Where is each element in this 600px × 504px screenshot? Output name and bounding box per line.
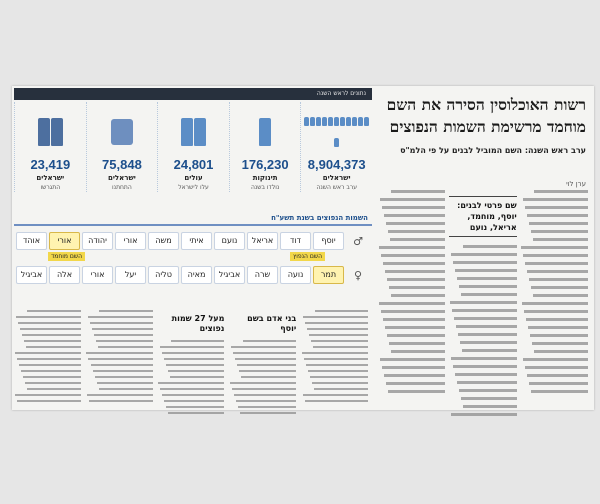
text-line	[240, 412, 296, 414]
name-chip: אורי	[82, 266, 113, 284]
text-line	[391, 350, 445, 353]
text-line	[527, 214, 588, 217]
text-line	[383, 318, 445, 321]
name-chip: יעל	[115, 266, 146, 284]
text-line	[93, 370, 153, 372]
text-line	[171, 340, 224, 342]
text-line	[388, 230, 445, 233]
stat-number: 8,904,373	[307, 157, 366, 172]
stat-caption: נולדו בשנה	[250, 184, 280, 191]
text-column	[378, 190, 445, 406]
name-chip: אריאל	[247, 232, 278, 250]
boys-names-row	[14, 230, 372, 252]
text-line	[384, 214, 445, 217]
text-line	[379, 246, 446, 249]
text-line	[461, 397, 517, 400]
text-line	[235, 358, 296, 360]
text-line	[386, 222, 445, 225]
text-line	[460, 341, 517, 344]
text-line	[529, 222, 588, 225]
text-line	[18, 322, 81, 324]
stat-number: 23,419	[30, 157, 71, 172]
text-line	[21, 370, 81, 372]
name-chip: שרה	[247, 266, 278, 284]
text-line	[523, 254, 588, 257]
text-line	[310, 376, 368, 378]
text-line	[453, 365, 517, 368]
text-line	[459, 389, 517, 392]
stat-label: ישראלים	[107, 174, 136, 182]
stat-label: ישראלים	[36, 174, 65, 182]
people-icon	[301, 112, 372, 152]
text-line	[160, 346, 225, 348]
text-line	[19, 364, 81, 366]
stat-block	[14, 102, 86, 192]
text-line	[530, 334, 588, 337]
name-chip: אורי	[115, 232, 146, 250]
text-line	[531, 230, 588, 233]
text-line	[92, 328, 153, 330]
text-line	[239, 370, 296, 372]
text-line	[523, 198, 588, 201]
text-line	[168, 370, 225, 372]
article-body	[378, 190, 588, 406]
article-headline: רשות האוכלוסין הסירה את השם מוחמד מרשימת השמות הנפוצים	[386, 95, 586, 136]
baby-icon	[230, 112, 301, 152]
text-line	[453, 261, 516, 264]
text-line	[461, 293, 516, 296]
text-line	[533, 238, 588, 241]
name-chip: נועם	[214, 232, 245, 250]
text-line	[230, 382, 296, 384]
name-chip: מאיה	[181, 266, 212, 284]
text-line	[90, 322, 153, 324]
text-line	[381, 310, 445, 313]
text-line	[383, 262, 446, 265]
text-line	[307, 328, 368, 330]
text-line	[303, 316, 368, 318]
text-line	[380, 358, 445, 361]
text-line	[314, 388, 368, 390]
text-line	[164, 358, 225, 360]
text-line	[312, 382, 368, 384]
text-line	[382, 366, 445, 369]
name-chip: אוהד	[16, 232, 47, 250]
female-symbol-icon: ♀	[353, 268, 363, 282]
text-line	[459, 285, 516, 288]
text-line	[88, 358, 152, 360]
text-line	[243, 340, 296, 342]
text-line	[387, 334, 445, 337]
text-line	[391, 190, 445, 193]
text-line	[525, 366, 588, 369]
name-chip: תמר	[313, 266, 344, 284]
text-line	[237, 364, 296, 366]
text-line	[379, 302, 445, 305]
text-line	[91, 364, 153, 366]
name-chip: איתי	[181, 232, 212, 250]
text-line	[302, 352, 368, 354]
text-line	[463, 245, 517, 248]
text-line	[97, 382, 153, 384]
text-line	[391, 294, 446, 297]
text-line	[99, 310, 152, 312]
stat-caption: ערב ראש השנה	[316, 184, 357, 191]
text-line	[311, 340, 368, 342]
infographic	[14, 86, 372, 306]
text-line	[390, 238, 445, 241]
name-chip: טליה	[148, 266, 179, 284]
text-line	[524, 310, 588, 313]
text-line	[385, 270, 446, 273]
text-line	[158, 382, 224, 384]
article-byline: ערן לוי	[566, 180, 586, 188]
text-column	[158, 310, 225, 408]
name-chip: נועה	[280, 266, 311, 284]
text-line	[451, 253, 516, 256]
sub-headline: מעל 27 שמות נפוצים	[171, 314, 225, 333]
text-line	[382, 206, 445, 209]
text-line	[16, 316, 81, 318]
text-line	[20, 328, 81, 330]
text-line	[529, 382, 588, 385]
text-line	[457, 277, 516, 280]
text-line	[234, 394, 296, 396]
text-line	[387, 278, 446, 281]
text-column	[449, 190, 516, 406]
text-line	[458, 333, 517, 336]
stat-block	[300, 102, 372, 192]
text-line	[241, 376, 296, 378]
text-line	[531, 390, 588, 393]
text-line	[15, 352, 81, 354]
text-line	[166, 364, 225, 366]
name-chip: אביגיל	[214, 266, 245, 284]
pull-quote: שם פרטי לבנים: יוסף, מוחמד, אריאל, נועם	[449, 196, 516, 237]
text-line	[534, 350, 588, 353]
names-section-title: השמות הנפוצים בשנת תשע"ח	[271, 214, 368, 222]
text-line	[457, 381, 517, 384]
text-line	[450, 301, 517, 304]
text-column	[301, 310, 368, 408]
stat-number: 176,230	[241, 157, 289, 172]
text-line	[162, 352, 225, 354]
text-line	[313, 346, 368, 348]
text-line	[24, 340, 81, 342]
text-line	[315, 310, 368, 312]
text-line	[308, 370, 368, 372]
family-icon	[158, 112, 229, 152]
section-divider	[14, 224, 372, 226]
text-line	[22, 334, 81, 336]
text-column	[14, 310, 81, 408]
stat-label: תינוקות	[252, 174, 278, 182]
text-line	[381, 254, 446, 257]
text-line	[233, 352, 296, 354]
name-chip: אלה	[49, 266, 80, 284]
text-line	[388, 390, 445, 393]
text-column	[229, 310, 296, 408]
name-chip: אורי	[49, 232, 80, 250]
text-line	[304, 358, 368, 360]
text-line	[522, 302, 588, 305]
text-line	[160, 388, 224, 390]
text-line	[529, 278, 588, 281]
text-line	[170, 376, 225, 378]
name-chip: משה	[148, 232, 179, 250]
text-line	[463, 405, 517, 408]
text-line	[17, 400, 80, 402]
text-line	[533, 294, 588, 297]
text-line	[99, 388, 153, 390]
text-line	[164, 400, 224, 402]
text-line	[236, 400, 296, 402]
text-column	[521, 190, 588, 406]
stat-label: עולים	[184, 174, 203, 182]
text-line	[17, 358, 81, 360]
stat-number: 75,848	[102, 157, 142, 172]
text-line	[238, 406, 296, 408]
text-line	[384, 374, 445, 377]
text-line	[385, 326, 445, 329]
text-line	[521, 246, 588, 249]
text-line	[98, 346, 153, 348]
text-line	[534, 190, 588, 193]
text-line	[451, 413, 516, 416]
text-line	[25, 382, 81, 384]
text-line	[389, 286, 446, 289]
text-line	[527, 374, 588, 377]
text-line	[523, 358, 588, 361]
text-line	[95, 376, 153, 378]
text-line	[526, 318, 588, 321]
stat-caption: התחתנו	[112, 184, 132, 191]
text-line	[162, 394, 224, 396]
text-line	[527, 270, 588, 273]
highlight-note-girls: השם הנפוץ	[290, 252, 325, 261]
text-line	[456, 325, 517, 328]
text-line	[455, 373, 517, 376]
text-line	[86, 352, 152, 354]
text-line	[525, 262, 588, 265]
text-line	[455, 269, 516, 272]
text-line	[87, 394, 152, 396]
name-chip: יהודה	[82, 232, 113, 250]
stat-number: 24,801	[173, 157, 214, 172]
divorce-icon	[15, 112, 86, 152]
article-column	[374, 86, 594, 410]
text-line	[96, 340, 153, 342]
text-line	[386, 382, 445, 385]
text-line	[305, 322, 368, 324]
text-line	[26, 346, 81, 348]
text-line	[532, 342, 588, 345]
highlight-note-boys: השם מוחמד	[48, 252, 85, 261]
text-line	[531, 286, 588, 289]
text-line	[380, 198, 445, 201]
lower-articles	[12, 310, 370, 408]
text-line	[452, 309, 517, 312]
text-line	[94, 334, 153, 336]
text-line	[454, 317, 517, 320]
sub-headline: בני אדם בשם יוסף	[247, 314, 297, 333]
article-subhead: ערב ראש השנה: השם המוביל לבנים על פי הלמ"ס	[400, 146, 586, 155]
text-line	[15, 394, 80, 396]
text-line	[303, 394, 368, 396]
text-column	[86, 310, 153, 408]
stat-label: ישראלים	[322, 174, 351, 182]
text-line	[231, 346, 296, 348]
text-line	[23, 376, 81, 378]
text-line	[528, 326, 588, 329]
text-line	[525, 206, 588, 209]
name-chip: דוד	[280, 232, 311, 250]
name-chip: אביגיל	[16, 266, 47, 284]
stat-caption: עלו לישראל	[178, 184, 209, 191]
text-line	[168, 412, 224, 414]
text-line	[232, 388, 296, 390]
text-line	[88, 316, 153, 318]
stat-caption: התגרשו	[40, 184, 61, 191]
text-line	[462, 349, 517, 352]
infographic-banner: נתונים לראש השנה	[14, 88, 372, 100]
text-line	[305, 400, 368, 402]
text-line	[389, 342, 445, 345]
text-line	[89, 400, 152, 402]
stat-block	[229, 102, 301, 192]
text-line	[27, 310, 80, 312]
newspaper-page	[12, 86, 594, 410]
stats-row	[14, 102, 372, 192]
girls-names-row	[14, 264, 372, 286]
text-line	[166, 406, 224, 408]
male-symbol-icon: ♂	[353, 234, 363, 248]
text-line	[451, 357, 517, 360]
stat-block	[157, 102, 229, 192]
text-line	[309, 334, 368, 336]
stat-block	[86, 102, 158, 192]
cake-icon	[87, 112, 158, 152]
name-chip: יוסף	[313, 232, 344, 250]
text-line	[27, 388, 81, 390]
text-line	[306, 364, 368, 366]
